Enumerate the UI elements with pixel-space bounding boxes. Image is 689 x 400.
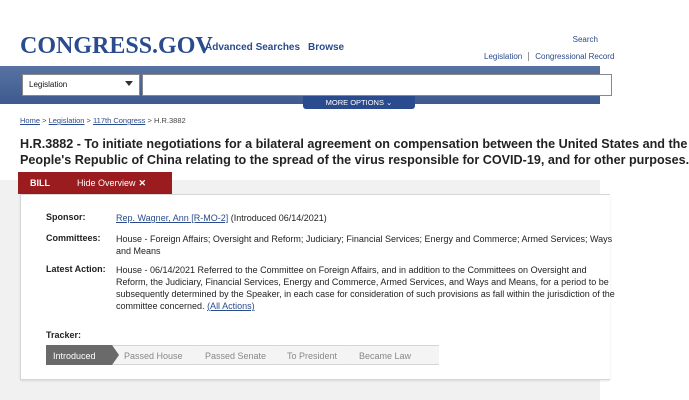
tab-bill[interactable]: BILL xyxy=(18,172,62,194)
committees-label: Committees: xyxy=(46,233,101,243)
breadcrumb-home[interactable]: Home xyxy=(20,116,41,125)
breadcrumb-current: H.R.3882 xyxy=(154,116,186,125)
chevron-down-icon xyxy=(125,81,133,86)
search-link[interactable]: Search xyxy=(572,35,598,44)
sponsor-link[interactable]: Rep. Wagner, Ann [R-MO-2] xyxy=(116,213,229,223)
page-title-line-2: People's Republic of China relating to the spread of the virus responsible for COVID-19, and for other purposes. xyxy=(20,153,689,167)
overview-tabs xyxy=(18,172,152,194)
tracker-step-label: To President xyxy=(287,351,338,361)
tracker-step-label: Became Law xyxy=(359,351,412,361)
sponsor-introduced-date: (Introduced 06/14/2021) xyxy=(230,213,327,223)
latest-action-value xyxy=(116,264,616,312)
breadcrumb-separator: > xyxy=(147,116,152,125)
nav-advanced-searches[interactable]: Advanced Searches xyxy=(205,42,301,53)
tracker-step-passed-house xyxy=(112,345,193,365)
search-bar xyxy=(0,66,600,104)
bill-overview-panel xyxy=(20,194,615,380)
tracker-step-became-law xyxy=(347,345,439,365)
breadcrumb-separator: > xyxy=(86,116,91,125)
latest-action-label: Latest Action: xyxy=(46,264,106,274)
util-link-legislation[interactable]: Legislation xyxy=(484,52,523,61)
divider xyxy=(528,52,529,61)
tracker-step-introduced xyxy=(46,345,112,365)
committees-value: House - Foreign Affairs; Oversight and Reform; Judiciary; Financial Services; Energy and Commerce; Armed Services; Ways and Means xyxy=(116,234,613,256)
sponsor-value xyxy=(116,212,616,224)
tracker-step-to-president xyxy=(275,345,347,365)
page-title-line-1: H.R.3882 - To initiate negotiations for a bilateral agreement on compensation between the United States and the xyxy=(20,137,688,151)
nav-browse[interactable]: Browse xyxy=(308,42,345,53)
latest-action-text: House - 06/14/2021 Referred to the Committee on Foreign Affairs, and in addition to the Committees on Oversight and Reform, the Judiciary, Financial Services, Energy and Commerce, Armed Services, and Ways and Means, for a period to be subsequently determined by the Speaker, in each case for consideration of such provisions as fall within the jurisdiction of the committee concerned. xyxy=(116,265,615,311)
tracker-step-label: Passed Senate xyxy=(205,351,267,361)
util-link-congressional-record[interactable]: Congressional Record xyxy=(535,52,615,61)
more-options-button[interactable]: MORE OPTIONS ⌄ xyxy=(303,96,415,109)
all-actions-link[interactable]: (All Actions) xyxy=(207,301,255,311)
close-icon: ✕ xyxy=(138,178,147,188)
tracker-step-label: Introduced xyxy=(53,351,96,361)
breadcrumb-congress[interactable]: 117th Congress xyxy=(93,116,146,125)
tracker-step-label: Passed House xyxy=(124,351,183,361)
hide-overview-button[interactable] xyxy=(62,172,172,194)
tracker-step-passed-senate xyxy=(193,345,275,365)
breadcrumb xyxy=(20,116,186,125)
breadcrumb-legislation[interactable]: Legislation xyxy=(48,116,85,125)
tracker-label: Tracker: xyxy=(46,330,82,340)
collection-select-value: Legislation xyxy=(29,80,68,89)
search-input[interactable] xyxy=(142,74,612,96)
hide-overview-label: Hide Overview xyxy=(77,178,136,188)
breadcrumb-separator: > xyxy=(42,116,47,125)
utility-links xyxy=(484,52,614,61)
congress-gov-logo[interactable]: CONGRESS.GOV xyxy=(20,33,213,59)
collection-select[interactable] xyxy=(22,74,140,96)
sponsor-label: Sponsor: xyxy=(46,212,86,222)
site-header xyxy=(0,0,615,66)
page-title xyxy=(20,136,689,168)
